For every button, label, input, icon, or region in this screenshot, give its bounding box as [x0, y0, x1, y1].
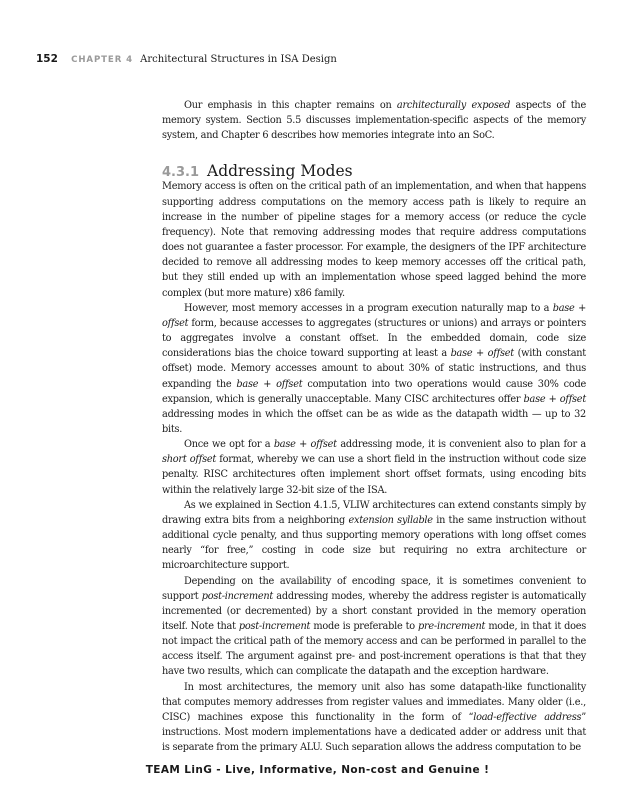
emphasis-term: load-effective address	[473, 711, 582, 723]
section-heading	[162, 143, 586, 179]
paragraph-critical-path: Memory access is often on the critical path of an implementation, and when that happens supporting address computations on the memory access path is likely to require an increase in the number of pipeline stages for a memory access (or reduce the cycle frequency). Note that removing addressing modes that require address computations does not guarantee a faster processor. For example, the designers of the IPF architecture decided to remove all addressing modes to keep memory accesses off the critical path, but they still ended up with an implementation whose speed lagged behind the more complex (but more mature) x86 family.	[162, 181, 586, 299]
footer-watermark: TEAM LinG - Live, Informative, Non-cost and Genuine !	[145, 764, 490, 776]
intro-paragraph: Our emphasis in this chapter remains on architecturally exposed aspects of the memory system. Section 5.5 discusses implementation-specific aspects of the memory system, and Chapter 6 describes how memories integrate into an SoC.	[162, 100, 586, 142]
emphasis-term: base + offset	[162, 302, 586, 329]
section-number: 4.3.1	[162, 165, 200, 181]
emphasis-term: short offset	[162, 454, 217, 466]
page-number: 152	[36, 53, 58, 65]
emphasis-term: base + offset	[523, 393, 586, 405]
chapter-title: Architectural Structures in ISA Design	[140, 54, 337, 65]
paragraph-short-offset: Once we opt for a base + offset addressing mode, it is convenient also to plan for a short offset format, whereby we can use a short field in the instruction without code size penalty. RISC architectures often implement short offset formats, using encoding bits within the relatively large 32-bit size of the ISA.	[162, 439, 586, 496]
chapter-label: CHAPTER 4	[71, 55, 133, 65]
paragraph-vliw: As we explained in Section 4.1.5, VLIW architectures can extend constants simply by drawing extra bits from a neighboring extension syllable in the same instruction without additional cycle penalty, and thus supporting memory operations with long offset comes nearly “for free,” costing in code size but requiring no extra architecture or microarchitecture support.	[162, 499, 586, 572]
emphasis-term: post-increment	[238, 621, 311, 632]
paragraph-memory-unit: In most architectures, the memory unit also has some datapath-like functionality that computes memory addresses from register values and immediates. Many older (i.e., CISC) machines expose this functionality in the form of “load-effective address” instructions. Most modern implementations have a dedicated adder or address unit that is separate from the primary ALU. Such separation allows the address computation to be	[162, 681, 587, 754]
emphasis-term: extension syllable	[348, 514, 433, 526]
emphasis-term: base + offset	[236, 378, 303, 390]
emphasis-term: pre-increment	[417, 621, 486, 632]
emphasis-term: base + offset	[273, 439, 337, 451]
emphasis-term: base + offset	[450, 348, 514, 360]
paragraph-post-increment: Depending on the availability of encoding space, it is sometimes convenient to support post-increment addressing modes, whereby the address register is automatically incremented (or decremented) by a short constant provided in the memory operation itself. Note that post-increment mode is preferable to pre-increment mode, in that it does not impact the critical path of the memory access and can be performed in parallel to the access itself. The argument against pre- and post-increment operations is that that they have two results, which can complicate the datapath and the exception hardware.	[162, 575, 586, 678]
running-header	[36, 53, 596, 66]
body-text	[162, 98, 586, 755]
emphasis-term: post-increment	[201, 590, 274, 602]
emphasis-term: architecturally exposed	[396, 100, 511, 111]
section-title: Addressing Modes	[207, 162, 353, 181]
paragraph-base-offset: However, most memory accesses in a program execution naturally map to a base + offset form, because accesses to aggregates (structures or unions) and arrays or pointers to aggregates involve a constant offset. In the embedded domain, code size considerations bias the choice toward supporting at least a base + offset (with constant offset) mode. Memory accesses amount to about 30% of static instructions, and thus expanding the base + offset computation into two operations would cause 30% code expansion, which is generally unacceptable. Many CISC architectures offer base + offset addressing modes in which the offset can be as wide as the datapath width — up to 32 bits.	[162, 302, 586, 435]
